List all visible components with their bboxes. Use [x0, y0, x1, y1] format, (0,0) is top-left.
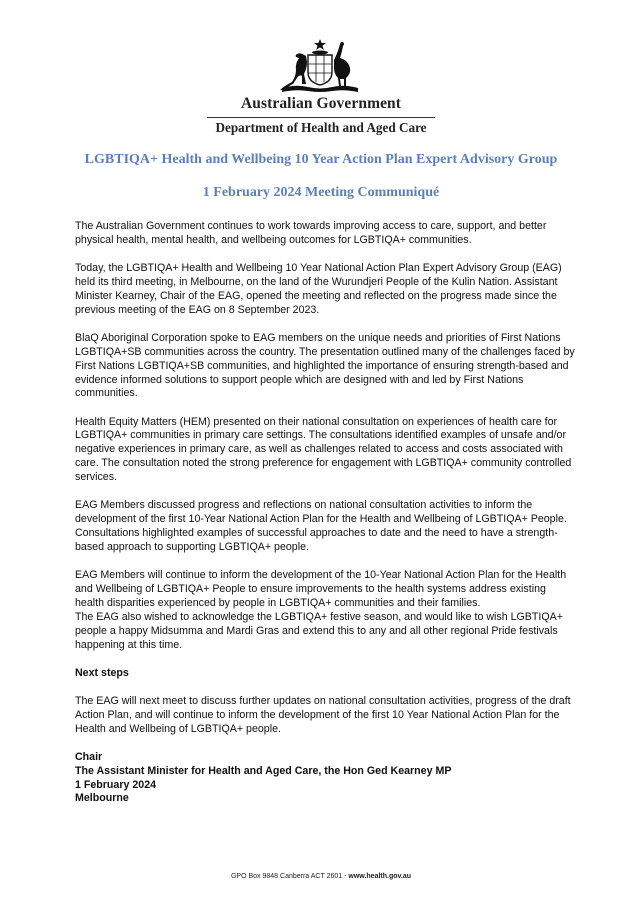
signature-name: The Assistant Minister for Health and Aged Care, the Hon Ged Kearney MP: [75, 764, 452, 777]
paragraph: [75, 569, 575, 652]
paragraph: The Australian Government continues to work towards improving access to care, support, and better physical health, mental health, and wellbeing outcomes for LGBTIQA+ communities.: [75, 220, 547, 246]
paragraph-part: The EAG also wished to acknowledge the LGBTIQA+ festive season, and would like to wish LGBTIQA+ people a happy Midsumma and Mardi Gras and extend this to any and all other regional Pride festivals happening at this time.: [75, 610, 563, 651]
next-steps-paragraph: The EAG will next meet to discuss further updates on national consultation activities, progress of the draft Action Plan, and will continue to inform the development of the first 10 Year National Action Plan for the Health and Wellbeing of LGBTIQA+ people.: [75, 694, 571, 735]
header-divider: [207, 117, 435, 118]
paragraph: BlaQ Aboriginal Corporation spoke to EAG members on the unique needs and priorities of First Nations LGBTIQA+SB communities across the country. The presentation outlined many of the challenges faced by First Nations LGBTIQA+SB communities, and highlighted the importance of ensuring strength-based and evidence informed solutions to support people which are designed with and led by First Nations communities.: [75, 331, 575, 400]
next-steps-heading: Next steps: [75, 666, 129, 679]
department-name: Department of Health and Aged Care: [215, 120, 427, 135]
signature-date: 1 February 2024: [75, 778, 157, 791]
paragraph: EAG Members discussed progress and reflections on national consultation activities to inform the development of the first 10-Year National Action Plan for the Health and Wellbeing of LGBTIQA+ People. Consultations highlighted examples of successful approaches to date and the need to have a strength-based approach to supporting LGBTIQA+ people.: [75, 499, 567, 553]
signature-place: Melbourne: [75, 792, 129, 805]
signature-role: Chair: [75, 750, 103, 763]
footer-address: GPO Box 9848 Canberra ACT 2601 -: [230, 873, 349, 880]
document-subtitle: 1 February 2024 Meeting Communiqué: [202, 185, 440, 200]
document-title: LGBTIQA+ Health and Wellbeing 10 Year Action Plan Expert Advisory Group: [84, 152, 558, 167]
footer-website-link[interactable]: www.health.gov.au: [348, 873, 411, 880]
paragraph: Health Equity Matters (HEM) presented on their national consultation on experiences of health care for LGBTIQA+ communities in primary care settings. The consultations identified examples of unsafe and/or negative experiences in primary care, as well as challenges related to access and costs associated with care. The consultation noted the strong preference for engagement with LGBTIQA+ community controlled services.: [75, 415, 572, 484]
document-body: [75, 220, 575, 806]
signature-block: [75, 751, 575, 807]
government-name: Australian Government: [240, 95, 402, 112]
page-footer: [0, 873, 642, 880]
coat-of-arms-logo: [276, 38, 364, 94]
paragraph: Today, the LGBTIQA+ Health and Wellbeing 10 Year National Action Plan Expert Advisory Group (EAG) held its third meeting, in Melbourne, on the land of the Wurundjeri People of the Kulin Nation. Assistant Minister Kearney, Chair of the EAG, opened the meeting and reflected on the progress made since the previous meeting of the EAG on 8 September 2023.: [75, 262, 562, 316]
paragraph-part: EAG Members will continue to inform the development of the 10-Year National Action Plan for the Health and Wellbeing of LGBTIQA+ People to ensure improvements to the health systems address existing health disparities experienced by people in LGBTIQA+ communities and their families.: [75, 569, 567, 609]
